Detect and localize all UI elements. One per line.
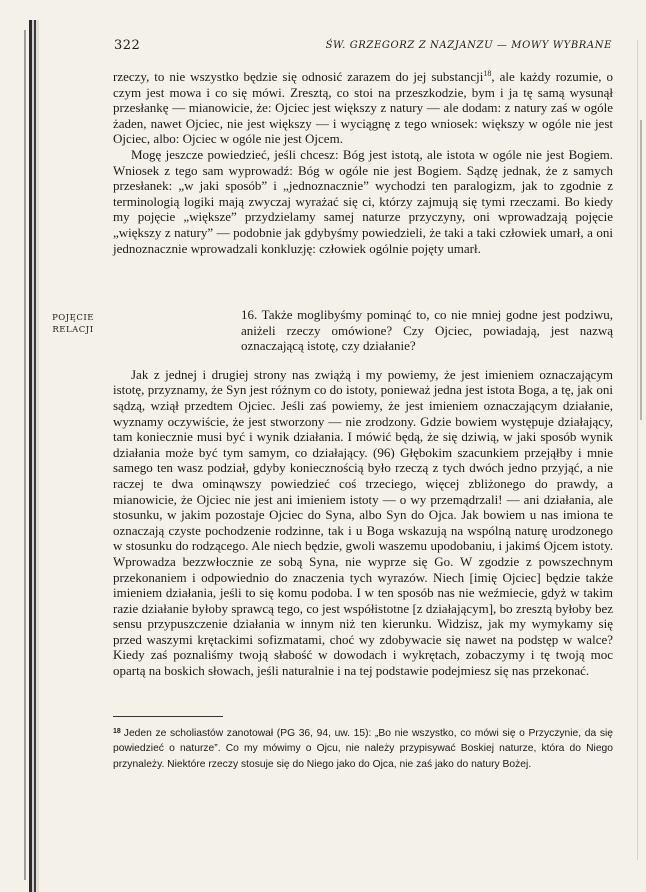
running-head: ŚW. GRZEGORZ Z NAZJANZU — MOWY WYBRANE: [325, 40, 612, 51]
section-body: Jak z jednej i drugiej strony nas zwiążą i my powiemy, że jest imieniem oznaczającym istotę, przyznamy, że Syn jest różnym co do istoty, ponieważ jedna jest istota Boga, a tę, jak oni sądzą, wziął przedtem Ojciec. Jeśli zaś powiemy, że jest imieniem oznaczającym działanie, wyznamy oczywiście, że jest stworzony — nie zrodzony. Gdzie bowiem występuje działający, tam koniecznie musi być i wynik działania. I mówić będą, że się dziwią, w jaki sposób wynik działania może być tym samym, co działający. (96) Głębokim szacunkiem przejąłby i mnie samego ten wasz podział, gdyby koniecznością było rzeczą z tych dwóch jedno przyjąć, a nie raczej te dwa ominąwszy powiedzieć coś trzeciego, więcej zbliżonego do prawdy, a mianowicie, że Ojciec nie jest ani imieniem istoty — o wy przemądrzali! — ani działania, ale stosunku, w jakim pozostaje Ojciec do Syna, albo Syn do Ojca. Jak bowiem u nas imiona te oznaczają czyste pochodzenie rodzinne, tak i u Boga wskazują na wspólną naturę urodzonego w stosunku do rodzącego. Ale niech będzie, gwoli waszemu upodobaniu, i jakimś Ojcem istoty. Wprowadza bezzwłocznie ze sobą Syna, nie wyprze się Go. W zgodzie z powszechnym przekonaniem i odpowiednio do znaczenia tych wyrazów. Niech [imię Ojciec] będzie także imieniem działania, jeśli to się komu podoba. I w ten sposób nas nie weźmiecie, gdyż w takim razie działanie byłoby sprawcą tego, co jest współistotne [z działającym], bo zresztą byłoby bez sensu przypuszczenie działania w innym niż ten kierunku. Widzisz, jak my wymykamy się przed waszymi krętackimi sofizmatami, choć wy zdobywacie się nawet na podstęp w walce? Kiedy zaś poznaliśmy twoją słabość w dowodach i wykrętach, zobaczymy i tę twoją moc opartą na boskich słowach, jeśli naturalnie i na tej podstawie podejmiesz się nas przekonać.: [113, 366, 613, 679]
footnote-mark: 18: [113, 728, 121, 735]
footnote-text: Jeden ze scholiastów zanotował (PG 36, 94, uw. 15): „Bo nie wszystko, co mówi się o Przyczynie, da się powiedzieć o naturze”. Co my mówimy o Ojcu, nie należy przypisywać Boskiej naturze, która do Niego przynależy. Niektóre rzeczy stosuje się do Niego jako do Ojca, nie zaś jako do natury Bożej.: [113, 728, 613, 770]
section-lead: 16. Także moglibyśmy pominąć to, co nie mniej godne jest podziwu, aniżeli rzeczy omówione? Czy Ojciec, powiadają, jest nazwą oznaczającą istotę, czy działanie?: [241, 307, 613, 354]
paragraph-2: Mogę jeszcze powiedzieć, jeśli chcesz: Bóg jest istotą, ale istota w ogóle nie jest Bogiem. Wniosek z tego sam wyprowadź: Bóg w ogóle nie jest Bogiem. Sądzę jednak, że z samych przesłanek: „w jaki sposób” i „jednoznacznie” wychodzi ten paralogizm, jak to zgodnie z terminologią logiki mają zwyczaj wyrażać się ci, którzy zajmują się tymi rzeczami. Bo kiedy my pojęcie „większe” przydzielamy samej naturze przyczyny, oni wprowadzają pojęcie „większy z natury” — podobnie jak gdybyśmy powiedzieli, że taki a taki człowiek umarł, a oni jednoznacznie wprowadzali konkluzję: człowiek ogólnie pojęty umarł.: [113, 146, 613, 256]
footnote-ref: 18: [483, 69, 492, 78]
page-edge-mark: [640, 120, 642, 420]
paragraph-1-rest: , ale każdy rozumie, o czym jest mowa i co się mówi. Zresztą, co stoi na przeszkodzie, bym i ja tę samą wysunął przesłankę — mianowicie, że: Ojciec jest większy z natury — ale dodam: z natury zaś w ogóle żaden, nawet Ojciec, nie jest większy — i wyciągnę z tego wniosek: większy w ogóle nie jest Ojciec, albo: Ojciec w ogóle nie jest Ojcem.: [113, 69, 613, 147]
paragraph-1: [113, 66, 613, 147]
book-spine-edge: [29, 20, 39, 892]
section-16: [52, 294, 613, 692]
page-number: 322: [114, 38, 141, 53]
footnote-rule: [113, 716, 223, 717]
main-text: [113, 66, 613, 256]
book-spine-shadow: [24, 30, 26, 880]
page-edge-line: [637, 40, 638, 860]
margin-note: POJĘCIE RELACJI: [52, 313, 94, 335]
footnote: [113, 724, 613, 772]
page-header: [114, 38, 612, 58]
paragraph-1-start: rzeczy, to nie wszystko będzie się odnosić zarazem do jej substancji: [113, 69, 484, 84]
